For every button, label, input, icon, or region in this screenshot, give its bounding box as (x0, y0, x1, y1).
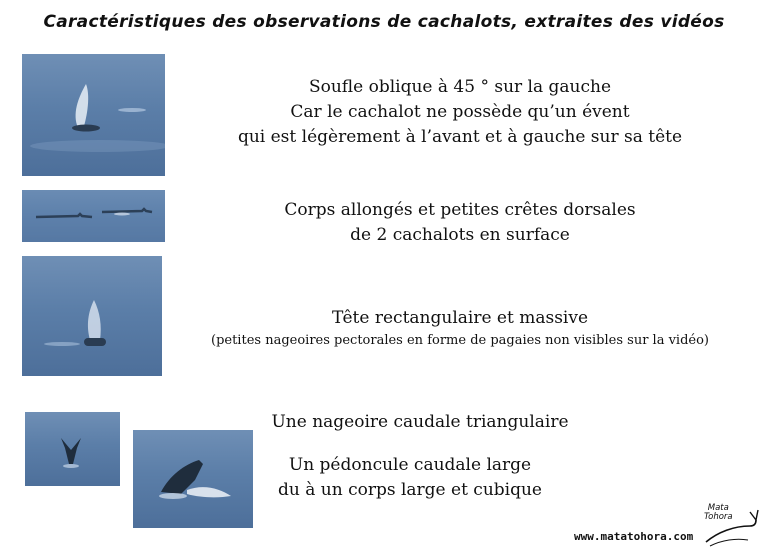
caption-note: (petites nageoires pectorales en forme de pagaies non visibles sur la vidéo) (211, 333, 709, 348)
caption-rectangular-head (170, 306, 750, 351)
caption-oblique-blow (180, 75, 740, 150)
logo-text-line: Tohora (704, 512, 733, 522)
photo-rectangular-head (22, 256, 162, 376)
website-link[interactable]: www.matatohora.com (574, 530, 694, 543)
whale-fluke-image (25, 412, 120, 486)
caption-line: Une nageoire caudale triangulaire (271, 412, 569, 432)
caption-line: Tête rectangulaire et massive (331, 308, 589, 328)
caption-tail-fluke (180, 410, 660, 435)
page-title: Caractéristiques des observations de cachalots, extraites des vidéos (43, 12, 725, 32)
whale-logo-icon (700, 502, 760, 548)
caption-line: de 2 cachalots en surface (350, 225, 570, 245)
photo-oblique-blow (22, 54, 165, 176)
whale-blow-image (22, 54, 165, 176)
caption-line: qui est légèrement à l’avant et à gauche sur sa tête (237, 127, 683, 147)
logo-text-line: Mata (707, 503, 729, 513)
caption-line: Un pédoncule caudale large (288, 455, 532, 475)
caption-line: Car le cachalot ne possède qu’un évent (290, 102, 630, 122)
whales-surface-image (22, 190, 165, 242)
caption-two-whales (180, 198, 740, 248)
caption-caudal-peduncle (180, 453, 640, 503)
whale-head-image (22, 256, 162, 376)
matatohora-logo (700, 502, 760, 548)
photo-tail-fluke (25, 412, 120, 486)
caption-line: du à un corps large et cubique (278, 480, 542, 500)
caption-line: Corps allongés et petites crêtes dorsales (284, 200, 636, 220)
photo-two-whales (22, 190, 165, 242)
caption-line: Soufle oblique à 45 ° sur la gauche (308, 77, 612, 97)
